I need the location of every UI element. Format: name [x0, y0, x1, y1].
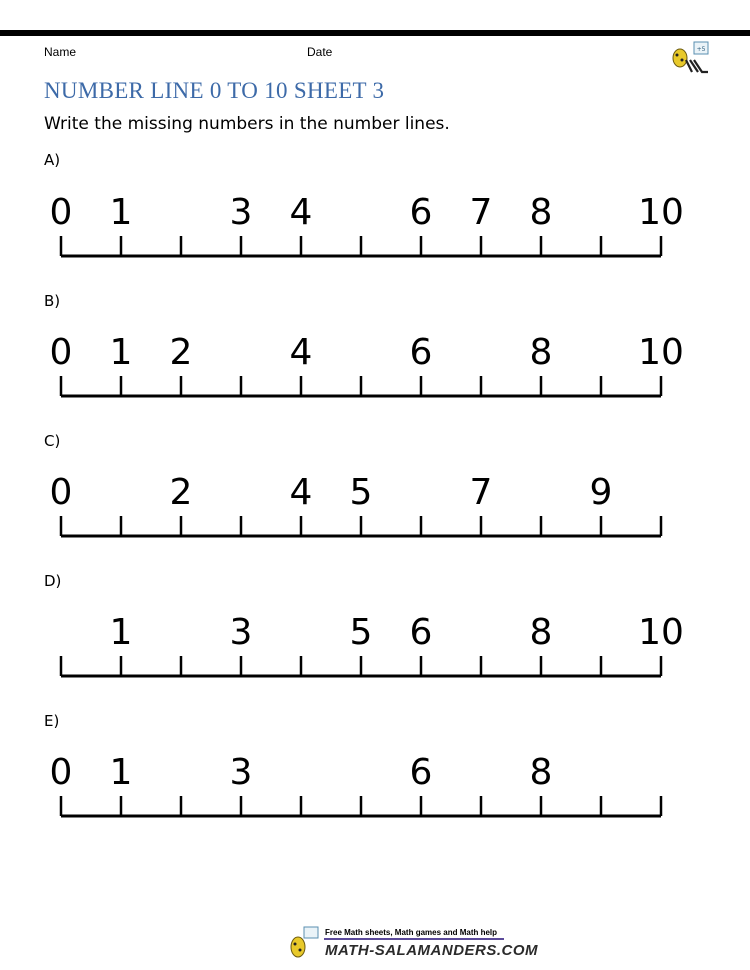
instructions: Write the missing numbers in the number lines.	[44, 114, 450, 134]
number-line-a	[0, 186, 750, 276]
tick-number: 6	[409, 192, 433, 233]
top-rule	[0, 30, 750, 36]
tick-number: 0	[49, 472, 73, 513]
tick-number: 3	[229, 752, 253, 793]
section-label-d: D)	[44, 572, 62, 590]
tick-number: 0	[49, 192, 73, 233]
tick-number: 6	[409, 752, 433, 793]
tick-number: 3	[229, 192, 253, 233]
tick-number: 7	[469, 192, 493, 233]
tick-number: 6	[409, 612, 433, 653]
section-label-e: E)	[44, 712, 60, 730]
svg-text:+5: +5	[696, 46, 706, 53]
tick-number: 8	[529, 612, 553, 653]
tick-number: 3	[229, 612, 253, 653]
tick-number: 9	[589, 472, 613, 513]
tick-number: 8	[529, 752, 553, 793]
date-label: Date	[307, 45, 333, 59]
tick-number: 2	[169, 472, 193, 513]
number-line-svg	[0, 746, 750, 836]
number-line-svg	[0, 606, 750, 696]
tick-number: 10	[638, 332, 684, 373]
tick-number: 1	[109, 332, 133, 373]
tick-number: 5	[349, 472, 373, 513]
number-line-svg	[0, 466, 750, 556]
section-label-b: B)	[44, 292, 61, 310]
number-line-e	[0, 746, 750, 836]
name-label: Name	[44, 45, 77, 59]
number-line-b	[0, 326, 750, 416]
salamander-logo-icon	[668, 40, 712, 74]
number-line-d	[0, 606, 750, 696]
tick-number: 8	[529, 332, 553, 373]
tick-number: 5	[349, 612, 373, 653]
tick-number: 4	[289, 472, 313, 513]
tick-number: 4	[289, 332, 313, 373]
tick-number: 6	[409, 332, 433, 373]
tick-number: 2	[169, 332, 193, 373]
tick-number: 1	[109, 192, 133, 233]
tick-number: 7	[469, 472, 493, 513]
tick-number: 8	[529, 192, 553, 233]
page-title: NUMBER LINE 0 TO 10 SHEET 3	[44, 78, 385, 103]
section-label-a: A)	[44, 151, 61, 169]
number-line-c	[0, 466, 750, 556]
footer-site-name: MATH-SALAMANDERS.COM	[325, 942, 539, 959]
section-label-c: C)	[44, 432, 61, 450]
tick-number: 1	[109, 752, 133, 793]
tick-number: 10	[638, 192, 684, 233]
number-line-svg	[0, 186, 750, 276]
tick-number: 0	[49, 752, 73, 793]
tick-number: 10	[638, 612, 684, 653]
tick-number: 1	[109, 612, 133, 653]
tick-number: 0	[49, 332, 73, 373]
footer-tagline: Free Math sheets, Math games and Math help	[325, 928, 498, 937]
number-line-svg	[0, 326, 750, 416]
tick-number: 4	[289, 192, 313, 233]
